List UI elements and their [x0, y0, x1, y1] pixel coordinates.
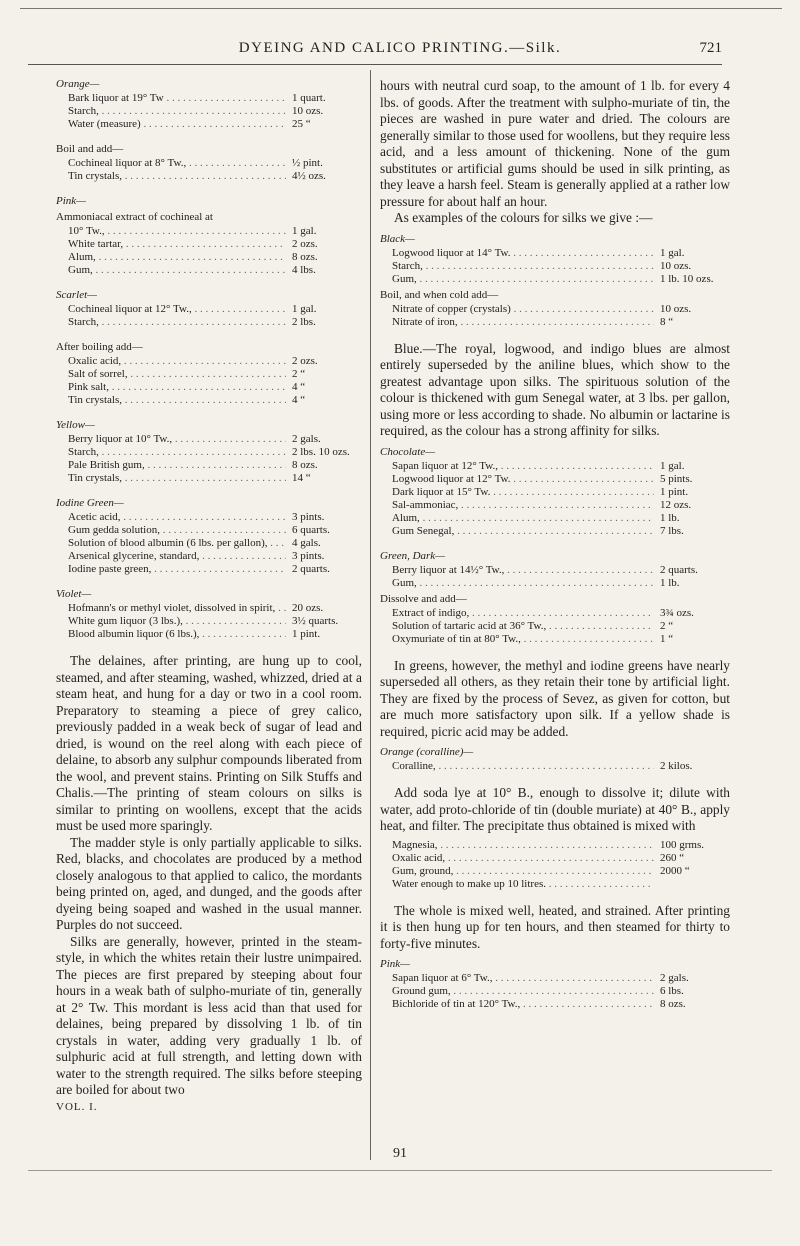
ingredient-quantity: 2 ozs. [292, 238, 318, 250]
paragraph-soda: Add soda lye at 10° B., enough to dissolve it; dilute with water, add proto-chloride of tin (double muriate) at 40° B., apply heat, and filter. The precipitate thus obtained is mixed with [380, 785, 730, 833]
ingredient-row [380, 760, 730, 773]
recipe-block [380, 746, 730, 773]
ingredient-name: 10° Tw., . . . [68, 225, 286, 238]
recipe-block [380, 550, 730, 646]
ingredient-name: Sal-ammoniac, . . . [392, 499, 654, 512]
ingredient-name: Gum Senegal, . . . [392, 525, 654, 538]
ingredient-quantity: 3¾ ozs. [660, 606, 694, 619]
ingredient-name: Nitrate of copper (crystals) . . . [392, 303, 654, 316]
ingredient-name: Nitrate of iron, . . . [392, 316, 654, 329]
ingredient-quantity: 6 lbs. [660, 985, 684, 997]
recipe-orange [380, 746, 730, 773]
recipe-title: Iodine Green— [56, 497, 124, 509]
ingredient-name: Extract of indigo, . . . [392, 607, 654, 620]
recipe-subhead: Boil and add— [56, 143, 124, 155]
ingredient-name: Bichloride of tin at 120° Tw., . . . [392, 998, 654, 1011]
recipe-subhead: Ammoniacal extract of cochineal at [56, 211, 213, 223]
ingredient-row [56, 550, 362, 563]
ingredient-row [56, 394, 362, 407]
ingredient-name: Oxalic acid, . . . [68, 355, 286, 368]
ingredient-quantity: 4 “ [292, 381, 306, 393]
bottom-rule [28, 1170, 772, 1171]
ingredient-row [56, 157, 362, 170]
ingredient-row [56, 563, 362, 576]
recipe-title: Yellow— [56, 419, 95, 431]
ingredient-row [380, 865, 730, 878]
ingredient-name: Berry liquor at 14½° Tw., . . . [392, 564, 654, 577]
ingredient-name: Pink salt, . . . [68, 381, 286, 394]
ingredient-name: Iodine paste green, . . . [68, 563, 286, 576]
ingredient-quantity: 2 “ [292, 368, 306, 380]
ingredient-name: Starch, . . . [68, 446, 286, 459]
ingredient-row [56, 381, 362, 394]
ingredient-row [56, 368, 362, 381]
ingredient-quantity: 2 ozs. [292, 355, 318, 367]
ingredient-name: Water (measure) . . . [68, 118, 286, 131]
ingredient-quantity: 10 ozs. [292, 105, 324, 117]
page-number: 721 [699, 40, 722, 56]
ingredient-row [380, 577, 730, 590]
ingredient-quantity: 6 quarts. [292, 524, 330, 536]
top-rule [20, 8, 782, 9]
recipe-block [56, 143, 362, 183]
ingredient-quantity: 4 gals. [292, 537, 321, 549]
ingredient-name: Pale British gum, . . . [68, 459, 286, 472]
signature-number: 91 [393, 1146, 407, 1161]
recipe-block [380, 958, 730, 1011]
ingredient-row [56, 511, 362, 524]
ingredient-row [380, 499, 730, 512]
ingredient-row [56, 238, 362, 251]
ingredient-name: Starch, . . . [68, 105, 286, 118]
ingredient-row [56, 446, 362, 459]
recipe-title: Green, Dark— [380, 549, 445, 562]
ingredient-row [380, 460, 730, 473]
ingredient-quantity: 1 lb. 10 ozs. [660, 272, 714, 285]
ingredient-row [380, 620, 730, 633]
left-column [56, 78, 362, 1113]
paragraph-steam-style: Silks are generally, however, printed in the steam-style, in which the whites retain their lustre unimpaired. The pieces are first prepared by steeping about four hours in a weak bath of sulpho-muriate of tin, generally at 2° Tw. This mordant is less acid than that used for delaines, being prepared by dissolving 1 lb. of tin crystals in water, adding very gradually 1 lb. of sulphuric acid at full strength, and letting down with water to the strength required. The silks before steeping are boiled for about two [56, 933, 362, 1097]
ingredient-quantity: 25 “ [292, 118, 311, 130]
ingredient-name: Starch, . . . [68, 316, 286, 329]
ingredient-name: Tin crystals, . . . [68, 394, 286, 407]
running-title: DYEING AND CALICO PRINTING.—Silk. [238, 40, 562, 56]
recipe-block [56, 78, 362, 131]
ingredient-quantity: 20 ozs. [292, 602, 324, 614]
ingredient-row [56, 459, 362, 472]
ingredient-quantity: 2 lbs. [292, 316, 316, 328]
ingredient-quantity: 1 gal. [292, 225, 317, 237]
ingredient-quantity: 260 “ [660, 851, 685, 864]
ingredient-name: Water enough to make up 10 litres. . . . [392, 878, 654, 891]
ingredient-quantity: 3½ quarts. [292, 615, 339, 627]
paragraph-delaines: The delaines, after printing, are hung up to cool, steamed, and after steaming, washed, whizzed, dried at a steam heat, and hung for a day or two in a cool room. Preparatory to steaming a piece of grey calico, previously padded in a weak beck of sugar of lead and dried, is wound on the reel along with each piece of delaine, to absorb any sulphur compounds liberated from the wool, and prevent stains. Printing on Silk Stuffs and Chalis.—The printing of steam colours on silks is similar to printing on woollens, except that the acids must be used more sparingly. [56, 653, 362, 833]
ingredient-quantity: 8 ozs. [660, 998, 686, 1010]
ingredient-row [380, 316, 730, 329]
ingredient-quantity: 1 pint. [660, 485, 689, 498]
ingredient-name: Acetic acid, . . . [68, 511, 286, 524]
ingredient-name: Oxalic acid, . . . [392, 852, 654, 865]
ingredient-name: Cochineal liquor at 8° Tw., . . . [68, 157, 286, 170]
ingredient-quantity: 2 kilos. [660, 760, 693, 772]
ingredient-quantity: 3 pints. [292, 511, 325, 523]
ingredient-name: Gum, ground, . . . [392, 865, 654, 878]
ingredient-name: Berry liquor at 10° Tw., . . . [68, 433, 286, 446]
ingredient-row [380, 998, 730, 1011]
ingredient-quantity: 1 “ [660, 632, 674, 645]
recipe-title: Pink— [380, 958, 410, 970]
recipe-block [56, 289, 362, 329]
ingredient-quantity [654, 878, 730, 891]
ingredient-row [56, 118, 362, 131]
ingredient-row [380, 985, 730, 998]
ingredient-name: Alum, . . . [392, 512, 654, 525]
recipe-subhead: Boil, and when cold add— [380, 288, 499, 301]
ingredient-quantity: 2 gals. [292, 433, 321, 445]
ingredient-quantity: 2 lbs. 10 ozs. [292, 446, 350, 458]
ingredient-row [380, 486, 730, 499]
recipe-block [380, 446, 730, 538]
paragraph-madder: The madder style is only partially applicable to silks. Red, blacks, and chocolates are produced by a method closely analogous to that applied to calico, the mordants being printed on, aged, and dunged, and the goods after dyeing being soaped and washed in the usual manner. Purples do not succeed. [56, 834, 362, 932]
recipe-block [56, 588, 362, 641]
ingredient-row [380, 852, 730, 865]
column-divider [370, 70, 371, 1160]
ingredient-name: Blood albumin liquor (6 lbs.), . . . [68, 628, 286, 641]
ingredient-name: Sapan liquor at 6° Tw., . . . [392, 972, 654, 985]
right-column [380, 78, 730, 1023]
ingredient-quantity: 1 quart. [292, 92, 326, 104]
ingredient-quantity: 8 ozs. [292, 459, 318, 471]
ingredient-quantity: 1 gal. [660, 246, 685, 259]
ingredient-row [380, 303, 730, 316]
paragraph-blue: Blue.—The royal, logwood, and indigo blues are almost entirely superseded by the aniline blues, which show to the greatest advantage upon silks. The spirituous solution of the colour is thickened with gum Senegal water, at 3 lbs. per gallon, using more or less according to shade. No albumin or lactarine is required, as the colour has a strong affinity for silks. [380, 340, 730, 438]
header-rule [28, 64, 722, 65]
ingredient-name: Solution of tartaric acid at 36° Tw., . . . [392, 620, 654, 633]
ingredient-quantity: 1 gal. [660, 459, 685, 472]
recipe-title: Black— [380, 232, 415, 245]
ingredient-name: Gum, . . . [68, 264, 286, 277]
ingredient-name: Dark liquor at 15° Tw. . . . [392, 486, 654, 499]
ingredient-name: Tin crystals, . . . [68, 170, 286, 183]
left-recipes [56, 78, 362, 641]
recipe-block [56, 341, 362, 407]
ingredient-row [56, 316, 362, 329]
ingredient-name: Alum, . . . [68, 251, 286, 264]
ingredient-name: Logwood liquor at 14° Tw. . . . [392, 247, 654, 260]
ingredient-row [56, 524, 362, 537]
recipe-title: Orange— [56, 78, 100, 90]
recipe-chocolate [380, 446, 730, 538]
ingredient-quantity: 1 gal. [292, 303, 317, 315]
ingredient-row [380, 273, 730, 286]
recipe-black [380, 233, 730, 329]
recipe-mix [380, 839, 730, 891]
recipe-subhead: After boiling add— [56, 341, 143, 353]
ingredient-name: Ground gum, . . . [392, 985, 654, 998]
ingredient-quantity: 4 “ [292, 394, 306, 406]
ingredient-quantity: 3 pints. [292, 550, 325, 562]
recipe-title: Chocolate— [380, 445, 435, 458]
ingredient-quantity: 4½ ozs. [292, 170, 326, 182]
ingredient-quantity: 2 quarts. [292, 563, 330, 575]
ingredient-row [380, 247, 730, 260]
ingredient-name: Starch, . . . [392, 260, 654, 273]
recipe-block [380, 839, 730, 891]
recipe-title: Scarlet— [56, 289, 97, 301]
ingredient-name: Solution of blood albumin (6 lbs. per gallon), . . . [68, 537, 286, 550]
ingredient-row [380, 839, 730, 852]
ingredient-quantity: 100 grms. [660, 838, 704, 851]
page-header [0, 0, 800, 70]
ingredient-row [56, 615, 362, 628]
ingredient-row [56, 105, 362, 118]
ingredient-name: Cochineal liquor at 12° Tw., . . . [68, 303, 286, 316]
volume-footer: VOL. I. [56, 1100, 98, 1113]
ingredient-name: Tin crystals, . . . [68, 472, 286, 485]
ingredient-name: White gum liquor (3 lbs.), . . . [68, 615, 286, 628]
ingredient-quantity: 2 “ [660, 619, 674, 632]
ingredient-name: White tartar, . . . [68, 238, 286, 251]
ingredient-name: Salt of sorrel, . . . [68, 368, 286, 381]
ingredient-quantity: 1 pint. [292, 628, 321, 640]
ingredient-name: Gum gedda solution, . . . [68, 524, 286, 537]
ingredient-name: Arsenical glycerine, standard, . . . [68, 550, 286, 563]
ingredient-quantity: 1 lb. [660, 511, 680, 524]
recipe-title: Violet— [56, 588, 92, 600]
ingredient-name: Sapan liquor at 12° Tw., . . . [392, 460, 654, 473]
ingredient-row [380, 972, 730, 985]
recipe-pink [380, 958, 730, 1011]
ingredient-name: Coralline, . . . [392, 760, 654, 773]
ingredient-name: Hofmann's or methyl violet, dissolved in spirit, . . . [68, 602, 286, 615]
ingredient-row [380, 260, 730, 273]
recipe-title: Orange (coralline)— [380, 746, 474, 758]
recipe-block [380, 233, 730, 329]
ingredient-quantity: 2 quarts. [660, 563, 698, 576]
ingredient-row [56, 433, 362, 446]
ingredient-quantity: ½ pint. [292, 157, 323, 169]
recipe-subhead: Dissolve and add— [380, 592, 467, 605]
ingredient-name: Gum, . . . [392, 577, 654, 590]
ingredient-quantity: 10 ozs. [660, 302, 692, 315]
ingredient-quantity: 5 pints. [660, 472, 693, 485]
ingredient-quantity: 10 ozs. [660, 259, 692, 272]
ingredient-name: Bark liquor at 19° Tw . . . [68, 92, 286, 105]
ingredient-quantity: 8 ozs. [292, 251, 318, 263]
ingredient-quantity: 7 lbs. [660, 524, 684, 537]
ingredient-quantity: 4 lbs. [292, 264, 316, 276]
recipe-block [56, 419, 362, 485]
ingredient-name: Oxymuriate of tin at 80° Tw., . . . [392, 633, 654, 646]
ingredient-row [56, 472, 362, 485]
ingredient-row [56, 628, 362, 641]
recipe-green [380, 550, 730, 646]
ingredient-row [56, 355, 362, 368]
ingredient-name: Gum, . . . [392, 273, 654, 286]
ingredient-row [380, 878, 730, 891]
ingredient-row [56, 602, 362, 615]
ingredient-name: Magnesia, . . . [392, 839, 654, 852]
recipe-title: Pink— [56, 195, 86, 207]
recipe-block [56, 195, 362, 277]
ingredient-row [56, 303, 362, 316]
recipe-block [56, 497, 362, 576]
ingredient-row [56, 225, 362, 238]
paragraph-soap: hours with neutral curd soap, to the amount of 1 lb. for every 4 lbs. of goods. After the treatment with sulpho-muriate of tin, the pieces are washed in pure water and dried. The colours are generally similar to those used for woollens, but they require less acid, and a less amount of thickening. None of the gum substitutes or artificial gums should be used in silk printing, as they leave a harsh feel. Steam is generally applied at a rather low pressure for about half an hour. [380, 78, 730, 209]
ingredient-quantity: 2 gals. [660, 972, 689, 984]
ingredient-row [380, 525, 730, 538]
ingredient-quantity: 12 ozs. [660, 498, 692, 511]
ingredient-row [56, 92, 362, 105]
ingredient-quantity: 14 “ [292, 472, 311, 484]
ingredient-row [380, 473, 730, 486]
ingredient-row [380, 512, 730, 525]
ingredient-row [56, 537, 362, 550]
ingredient-quantity: 2000 “ [660, 864, 690, 877]
paragraph-whole: The whole is mixed well, heated, and strained. After printing it is then hung up for ten hours, and then steamed for thirty to forty-five minutes. [380, 902, 730, 951]
paragraph-greens: In greens, however, the methyl and iodine greens have nearly superseded all others, as they retain their tone by artificial light. They are fixed by the process of Sevez, as given for cotton, but are much more satisfactory upon silk. If a yellow shade is required, picric acid may be added. [380, 657, 730, 739]
ingredient-row [56, 170, 362, 183]
ingredient-row [380, 633, 730, 646]
ingredient-row [56, 251, 362, 264]
ingredient-row [380, 564, 730, 577]
ingredient-name: Logwood liquor at 12° Tw. . . . [392, 473, 654, 486]
ingredient-row [380, 607, 730, 620]
ingredient-row [56, 264, 362, 277]
paragraph-intro: As examples of the colours for silks we give :— [394, 210, 653, 225]
ingredient-quantity: 8 “ [660, 315, 674, 328]
ingredient-quantity: 1 lb. [660, 576, 680, 589]
